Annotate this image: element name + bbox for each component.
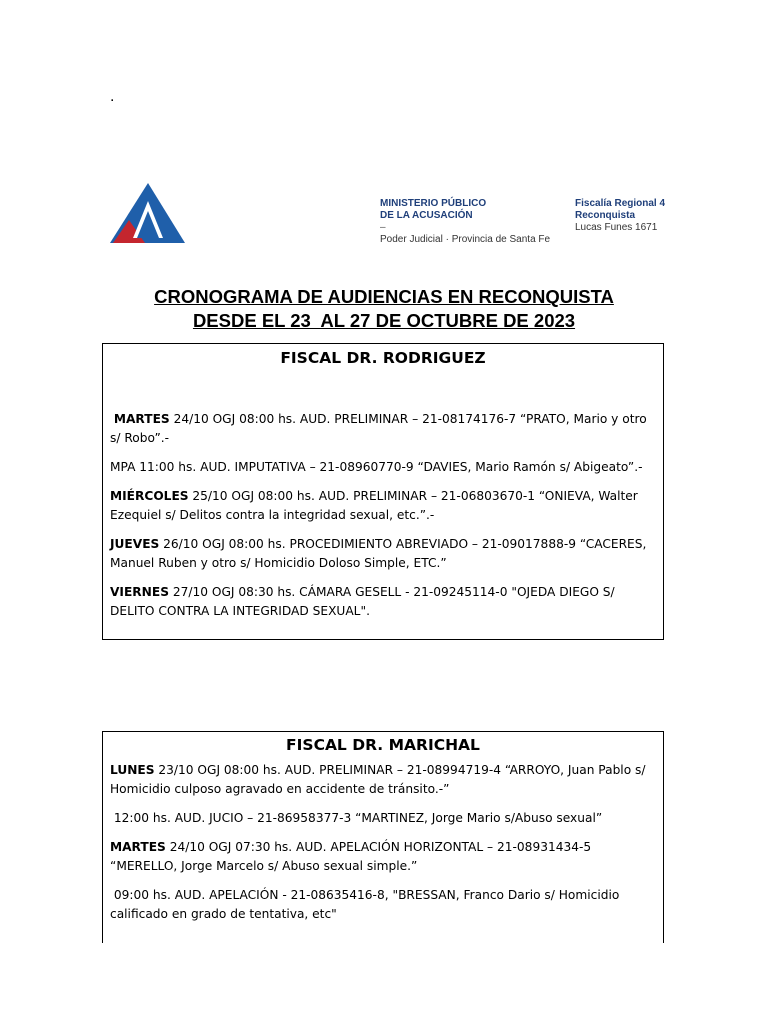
entry-text: 24/10 OGJ 08:00 hs. AUD. PRELIMINAR – 21-08174176-7 “PRATO, Mario y otro s/ Robo”.- (110, 412, 647, 445)
bullet-dot: . (110, 88, 115, 105)
fiscalia-line1: Fiscalía Regional 4 (575, 198, 666, 209)
day-label: JUEVES (110, 537, 160, 551)
entry-text: 25/10 OGJ 08:00 hs. AUD. PRELIMINAR – 21-06803670-1 “ONIEVA, Walter Ezequiel s/ Delitos contra la integridad sexual, etc.”.- (110, 489, 638, 522)
list-item (110, 410, 656, 448)
list-item (110, 458, 656, 477)
entry-text: 24/10 OGJ 07:30 hs. AUD. APELACIÓN HORIZONTAL – 21-08931434-5 “MERELLO, Jorge Marcelo s/ Abuso sexual simple.” (110, 840, 592, 873)
list-item (110, 535, 656, 573)
day-label: MIÉRCOLES (110, 489, 189, 503)
section-marichal (102, 731, 664, 943)
fiscalia-line2: Reconquista (575, 210, 636, 221)
ministry-line2: DE LA ACUSACIÓN (380, 210, 473, 221)
list-item (110, 583, 656, 621)
fiscalia-address: Lucas Funes 1671 (575, 222, 658, 233)
entry-text: 23/10 OGJ 08:00 hs. AUD. PRELIMINAR – 21-08994719-4 “ARROYO, Juan Pablo s/ Homicidio culposo agravado en accidente de tránsito.-” (110, 763, 646, 796)
ministry-sub: Poder Judicial · Provincia de Santa Fe (380, 234, 551, 245)
section-heading: FISCAL DR. RODRIGUEZ (280, 349, 486, 367)
list-item (110, 809, 656, 828)
list-item (110, 487, 656, 525)
title-line2: DESDE EL 23 AL 27 DE OCTUBRE DE 2023 (192, 310, 576, 331)
ministry-line1: MINISTERIO PÚBLICO (380, 198, 487, 209)
section-heading: FISCAL DR. MARICHAL (286, 736, 480, 754)
day-label: MARTES (113, 412, 170, 426)
day-label: MARTES (110, 840, 166, 854)
list-item (110, 838, 656, 876)
entry-text: 26/10 OGJ 08:00 hs. PROCEDIMIENTO ABREVIADO – 21-09017888-9 “CACERES, Manuel Ruben y otro s/ Homicidio Doloso Simple, ETC.” (110, 537, 647, 570)
entry-text: 27/10 OGJ 08:30 hs. CÁMARA GESELL - 21-09245114-0 "OJEDA DIEGO S/ DELITO CONTRA LA INTEGRIDAD SEXUAL". (110, 585, 615, 618)
list-item (110, 761, 656, 799)
entry-text: 12:00 hs. AUD. JUCIO – 21-86958377-3 “MARTINEZ, Jorge Mario s/Abuso sexual” (110, 811, 603, 825)
day-label: LUNES (110, 763, 155, 777)
list-item (110, 886, 656, 924)
document-title (0, 285, 768, 333)
day-label: VIERNES (110, 585, 169, 599)
entry-text: 09:00 hs. AUD. APELACIÓN - 21-08635416-8, "BRESSAN, Franco Dario s/ Homicidio calificado en grado de tentativa, etc" (110, 888, 624, 921)
fiscalia-block (575, 198, 665, 234)
entry-text: MPA 11:00 hs. AUD. IMPUTATIVA – 21-08960770-9 “DAVIES, Mario Ramón s/ Abigeato”.- (110, 460, 643, 474)
ministry-dash: – (380, 222, 386, 233)
ministerio-logo-icon (108, 182, 186, 246)
ministry-block (380, 198, 550, 246)
title-line1: CRONOGRAMA DE AUDIENCIAS EN RECONQUISTA (154, 286, 614, 307)
section-rodriguez (102, 343, 664, 640)
